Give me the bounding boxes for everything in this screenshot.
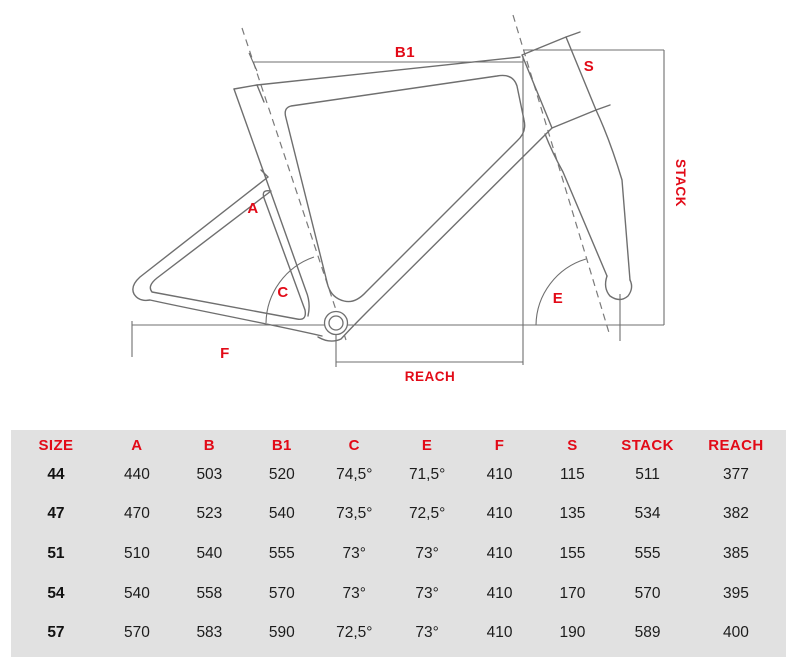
size-cell: 44 <box>47 465 65 483</box>
label-stack: STACK <box>673 159 688 207</box>
table-cell: 73° <box>415 624 439 642</box>
table-cell: 540 <box>123 584 150 602</box>
c-angle-arc <box>266 257 314 323</box>
table-cell: 170 <box>559 584 586 602</box>
table-cell: 73° <box>342 584 366 602</box>
table-row <box>11 574 786 614</box>
table-cell: 115 <box>560 465 585 483</box>
table-cell: 410 <box>486 584 513 602</box>
table-cell: 385 <box>723 544 749 562</box>
label-s: S <box>583 58 595 75</box>
main-triangle-inner <box>285 75 525 301</box>
table-cell: 511 <box>635 465 660 483</box>
label-b1: B1 <box>394 44 416 61</box>
table-cell: 73,5° <box>336 505 373 523</box>
table-cell: 410 <box>486 624 513 642</box>
table-cell: 190 <box>559 624 586 642</box>
table-cell: 470 <box>123 505 150 523</box>
column-header-e: E <box>421 437 433 454</box>
table-cell: 395 <box>723 584 749 602</box>
table-cell: 382 <box>723 505 749 523</box>
table-cell: 510 <box>123 544 150 562</box>
column-header-c: C <box>348 437 360 454</box>
seat-tube-top-cap <box>234 85 257 89</box>
label-a: A <box>247 200 259 217</box>
table-cell: 589 <box>634 624 661 642</box>
size-chart-panel <box>11 430 786 657</box>
table-cell: 555 <box>634 544 661 562</box>
table-cell: 410 <box>486 465 513 483</box>
column-header-reach: REACH <box>708 437 764 454</box>
seat-tube-left-edge <box>234 89 309 316</box>
label-f: F <box>220 345 230 362</box>
table-cell: 523 <box>196 505 223 523</box>
table-row <box>11 455 786 495</box>
table-cell: 74,5° <box>336 465 373 483</box>
table-cell: 410 <box>486 544 513 562</box>
table-cell: 590 <box>268 624 295 642</box>
table-cell: 570 <box>634 584 661 602</box>
column-header-size: SIZE <box>38 437 74 454</box>
label-reach: REACH <box>404 369 456 384</box>
down-tube-outer-edge <box>318 128 552 341</box>
column-header-f: F <box>494 437 505 454</box>
table-cell: 540 <box>196 544 223 562</box>
s-top-tick <box>566 32 580 37</box>
label-c: C <box>277 284 289 301</box>
table-cell: 410 <box>486 505 513 523</box>
table-cell: 570 <box>268 584 295 602</box>
size-cell: 54 <box>47 584 65 602</box>
table-cell: 400 <box>723 624 749 642</box>
column-header-stack: STACK <box>621 437 674 454</box>
head-tube <box>522 37 596 128</box>
table-cell: 503 <box>196 465 223 483</box>
table-cell: 440 <box>123 465 150 483</box>
fork-blade-right-edge <box>596 110 630 280</box>
table-cell: 73° <box>415 544 439 562</box>
table-cell: 558 <box>196 584 223 602</box>
header-row <box>11 436 786 455</box>
column-header-b: B <box>203 437 215 454</box>
table-cell: 73° <box>342 544 366 562</box>
table-cell: 72,5° <box>336 624 373 642</box>
table-cell: 72,5° <box>408 505 446 523</box>
fork-dropout <box>606 276 632 300</box>
top-tube-top-edge <box>257 57 520 85</box>
table-cell: 555 <box>268 544 295 562</box>
seat-tube-right-edge <box>257 85 264 102</box>
column-header-b1: B1 <box>271 437 292 454</box>
table-cell: 520 <box>268 465 295 483</box>
s-bottom-tick <box>596 105 610 110</box>
table-cell: 135 <box>559 505 586 523</box>
size-cell: 47 <box>47 505 65 523</box>
table-cell: 377 <box>723 465 749 483</box>
table-cell: 570 <box>123 624 150 642</box>
table-cell: 71,5° <box>408 465 446 483</box>
table-cell: 534 <box>634 505 661 523</box>
table-row <box>11 534 786 574</box>
label-e: E <box>552 290 564 307</box>
bottom-bracket-inner <box>329 316 343 330</box>
fork-blade-left-edge <box>545 134 607 276</box>
table-cell: 155 <box>559 544 586 562</box>
seat-tube-axis-dashed <box>242 28 346 340</box>
table-row <box>11 613 786 653</box>
table-cell: 583 <box>196 624 223 642</box>
table-cell: 540 <box>268 505 295 523</box>
size-cell: 51 <box>47 544 65 562</box>
size-cell: 57 <box>47 624 65 642</box>
table-cell: 73° <box>415 584 439 602</box>
geometry-table <box>11 436 786 653</box>
column-header-a: A <box>131 437 143 454</box>
table-row <box>11 495 786 535</box>
steering-axis-dashed <box>513 15 610 336</box>
column-header-s: S <box>567 437 578 454</box>
